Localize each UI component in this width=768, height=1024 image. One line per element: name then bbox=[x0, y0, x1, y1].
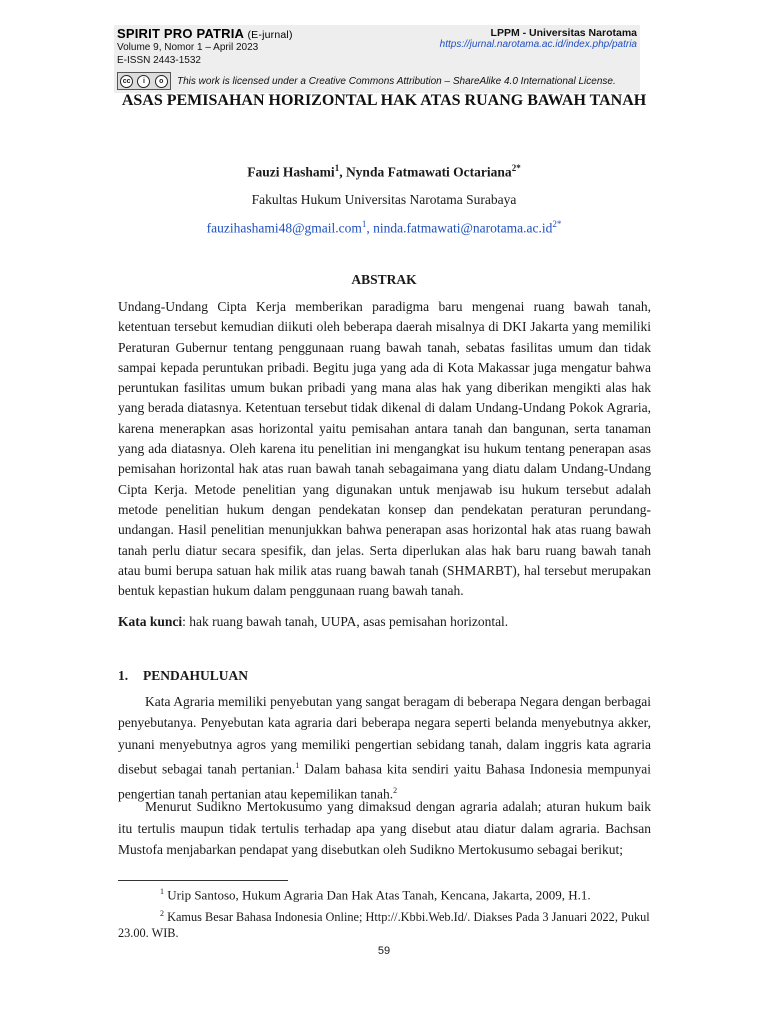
author-emails: fauzihashami48@gmail.com$^1$, $ninda.fatmawati@narotama.ac.id^{2*}$ bbox=[206, 219, 562, 236]
journal-header bbox=[114, 25, 640, 93]
section-heading bbox=[118, 668, 248, 684]
license-text: This work is licensed under a Creative Commons Attribution – ShareAlike 4.0 International License. bbox=[177, 75, 616, 87]
journal-url-link[interactable]: https://jurnal.narotama.ac.id/index.php/patria bbox=[439, 39, 637, 50]
section-title: PENDAHULUAN bbox=[143, 668, 249, 683]
article-authors: Fauzi Hashami$^1$, Nynda Fatmawati Octariana$^{2*}$ bbox=[247, 163, 521, 180]
cc-by-sa-icon[interactable]: cc i o bbox=[117, 72, 171, 90]
footnote-divider bbox=[118, 880, 288, 881]
journal-volume: Volume 9, Nomor 1 – April 2023 bbox=[117, 42, 259, 53]
journal-name: SPIRIT PRO PATRIA (E-jurnal) bbox=[117, 26, 293, 41]
paragraph-1: Kata Agraria memiliki penyebutan yang sangat beragam di beberapa Negara dengan berbagai penyebutanya. Penyebutan kata agraria dari beberapa negara seperti belanda menyebutnya akker, yunani menyebutnya agros yang memiliki pengertian sebidang tanah, dalam inggris kata agraria disebut sebagai tanah pertanian.$^1$ Dalam bahasa kita sendiri yaitu Bahasa Indonesia mempunyai pengertian tanah pertanian atau kepemilikan tanah.$^2$ bbox=[118, 694, 652, 802]
journal-type: (E-jurnal) bbox=[247, 29, 293, 41]
footnote-ref-1[interactable]: 1 bbox=[295, 760, 300, 770]
abstract-heading: ABSTRAK bbox=[351, 272, 417, 287]
author-1: Fauzi Hashami bbox=[247, 164, 335, 180]
footnote-1: $^1$ Urip Santoso, Hukum Agraria Dan Hak Atas Tanah, Kencana, Jakarta, 2009, H.1. bbox=[160, 887, 591, 903]
email-2-link[interactable]: ninda.fatmawati@narotama.ac.id bbox=[373, 220, 553, 236]
journal-info bbox=[117, 26, 293, 67]
abstract-text: Undang-Undang Cipta Kerja memberikan paradigma baru mengenai ruang bawah tanah, ketentuan tersebut kemudian diikuti oleh beberapa daerah misalnya di DKI Jakarta yang memiliki Peraturan Gubernur tentang penggunaan ruang bawah tanah, sebatas fasilitas umum dan tidak sampai kepada peruntukan pribadi. Begitu juga yang ada di Kota Makassar juga mengatur bahwa peruntukan fasilitas umum bukan pribadi yang mana alas hak yang diberikan mengikti alas hak yang berada diatasnya. Ketentuan tersebut tidak dikenal di dalam Undang-Undang Pokok Agraria, karena menerapkan asas horizontal yaitu pemisahan antara tanah dan bangunan, serta tanaman yang ada diatasnya. Oleh karena itu penelitian ini mengangkat isu hukum tentang penerapan asas pemisahan horizontal hak atas ruan bawah tanah sebagaimana yang diatu dalam Undang-Undang Cipta Kerja. Metode penelitian yang digunakan untuk menjawab isu hukum tersebut adalah metode penelitian hukum dengan pendekatan konsep dan pendekatan peraturan perundang-undangan. Hasil penelitian menunjukkan bahwa penerapan asas horizontal hak atas ruang bawah tanah perlu diatur secara spesifik, dan jelas. Serta diperlukan alas hak baru ruang bawah tanah atau bumi berupa satuan hak milik atas ruang bawah tanah (SHMARBT), hal tersebut merupakan bentuk kepastian hukum dalam penggunaan ruang bawah tanah. bbox=[118, 299, 651, 599]
page-number: 59 bbox=[377, 945, 391, 957]
license-row bbox=[117, 72, 616, 90]
footnote-2: $^2$ Kamus Besar Bahasa Indonesia Online; Http://.Kbbi.Web.Id/. Diakses Pada 3 Januari 2022, Pukul 23.00. WIB. bbox=[118, 909, 650, 941]
author-2: Nynda Fatmawati Octariana bbox=[345, 164, 512, 180]
keywords bbox=[118, 614, 651, 630]
publisher-name: LPPM - Universitas Narotama bbox=[490, 27, 637, 39]
article-title: ASAS PEMISAHAN HORIZONTAL HAK ATAS RUANG BAWAH TANAH bbox=[121, 92, 647, 109]
affiliation: Fakultas Hukum Universitas Narotama Surabaya bbox=[251, 192, 517, 207]
section-number: 1. bbox=[118, 668, 129, 683]
publisher-info bbox=[440, 27, 637, 50]
keywords-label: Kata kunci bbox=[118, 614, 183, 629]
keywords-list: : hak ruang bawah tanah, UUPA, asas pemisahan horizontal. bbox=[182, 614, 509, 629]
journal-issn: E-ISSN 2443-1532 bbox=[117, 55, 201, 66]
email-1-link[interactable]: fauzihashami48@gmail.com bbox=[206, 220, 362, 236]
paragraph-2: Menurut Sudikno Mertokusumo yang dimaksud dengan agraria adalah; aturan hukum baik itu tertulis maupun tidak tertulis terhadap apa yang disebut atau diatur dalam agraria. Bachsan Mustofa menjabarkan pendapat yang disebutkan oleh Sudikno Mertokusumo sebagai berikut; bbox=[118, 799, 651, 857]
footnote-ref-2[interactable]: 2 bbox=[393, 785, 398, 795]
